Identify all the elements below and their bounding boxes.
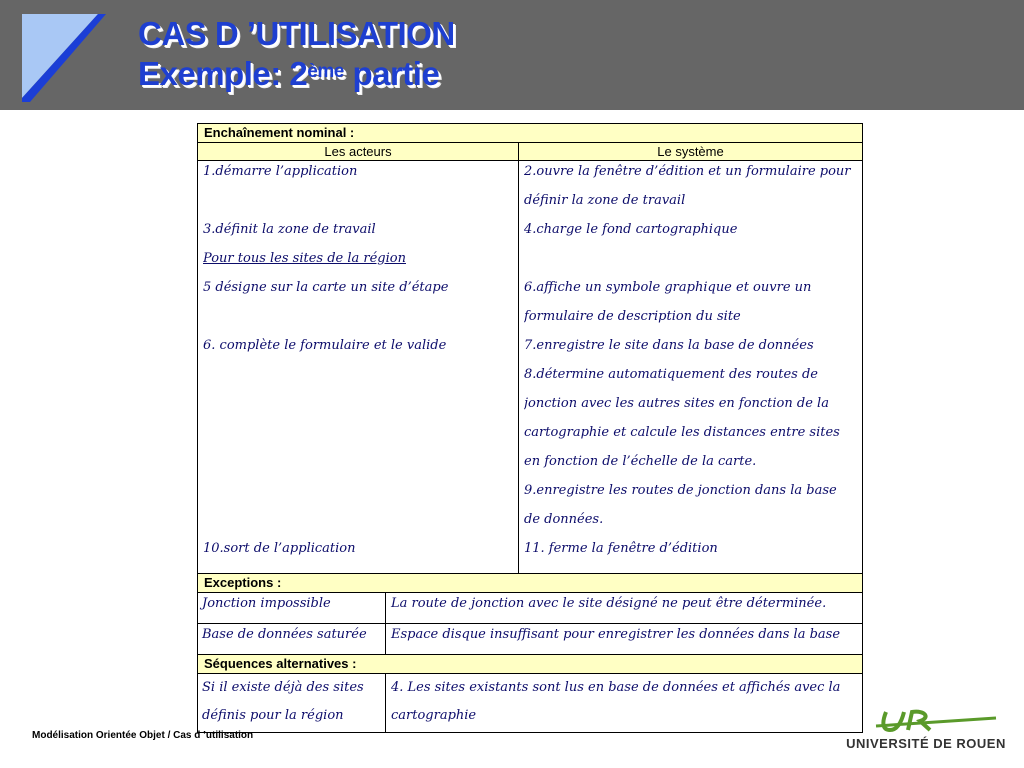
slide-title: [138, 14, 455, 94]
alternative-desc-line: 4. Les sites existants sont lus en base de données et affichés avec la: [391, 680, 841, 695]
system-step: 6.affiche un symbole graphique et ouvre un: [524, 280, 812, 295]
title-line-2-text: Exemple: 2: [138, 55, 308, 92]
exceptions-header: Exceptions :: [198, 574, 862, 593]
alternative-condition-line: définis pour la région: [202, 708, 344, 723]
exception-row: [198, 593, 862, 624]
system-step: définir la zone de travail: [524, 193, 686, 208]
slide-header-bar: [0, 0, 1024, 110]
ur-logo-icon: [846, 708, 1006, 738]
actors-column: [198, 161, 519, 573]
title-line-2: [138, 54, 455, 94]
actor-step: 3.définit la zone de travail: [203, 222, 376, 237]
use-case-table: [197, 123, 863, 733]
system-step: jonction avec les autres sites en fonction de la: [524, 396, 829, 411]
exception-name: Base de données saturée: [198, 624, 386, 654]
actor-step: 1.démarre l’application: [203, 164, 358, 179]
university-logo: [846, 708, 1006, 758]
system-step: cartographie et calcule les distances entre sites: [524, 425, 840, 440]
actor-step: 10.sort de l’application: [203, 541, 356, 556]
exception-desc: La route de jonction avec le site désigné ne peut être déterminée.: [391, 596, 827, 611]
university-name: UNIVERSITÉ DE ROUEN: [846, 736, 1006, 751]
system-step: 8.détermine automatiquement des routes de: [524, 367, 818, 382]
alternative-condition: [198, 674, 386, 732]
system-step: de données.: [524, 512, 604, 527]
system-step: 4.charge le fond cartographique: [524, 222, 738, 237]
title-superscript: ème: [307, 61, 344, 82]
exception-row: [198, 624, 862, 655]
system-step: 11. ferme la fenêtre d’édition: [524, 541, 718, 556]
title-line-1: CAS D ’UTILISATION: [138, 15, 455, 52]
alternative-desc: [386, 674, 862, 732]
title-line-2-end: partie: [343, 55, 440, 92]
actor-step: 6. complète le formulaire et le valide: [203, 338, 447, 353]
alternative-row: [198, 674, 862, 732]
corner-triangle-icon: [22, 14, 108, 106]
system-column-header: Le système: [657, 144, 724, 159]
system-step: 9.enregistre les routes de jonction dans la base: [524, 483, 837, 498]
actors-column-header: Les acteurs: [198, 143, 519, 160]
nominal-header: Enchaînement nominal :: [198, 124, 862, 143]
system-step: 7.enregistre le site dans la base de données: [524, 338, 814, 353]
slide-footer: Modélisation Orientée Objet / Cas d ’utilisation: [32, 730, 254, 741]
system-step: formulaire de description du site: [524, 309, 741, 324]
nominal-body: [198, 161, 862, 574]
actor-loop: Pour tous les sites de la région: [203, 251, 406, 266]
system-step: 2.ouvre la fenêtre d’édition et un formulaire pour: [524, 164, 851, 179]
system-column: [519, 161, 862, 573]
alternatives-header: Séquences alternatives :: [198, 655, 862, 674]
exception-name: Jonction impossible: [198, 593, 386, 623]
alternative-condition-line: Si il existe déjà des sites: [202, 680, 364, 695]
alternative-desc-line: cartographie: [391, 708, 477, 723]
actor-step: 5 désigne sur la carte un site d’étape: [203, 280, 449, 295]
system-step: en fonction de l’échelle de la carte.: [524, 454, 757, 469]
exception-desc: Espace disque insuffisant pour enregistrer les données dans la base: [391, 627, 841, 642]
column-headers: [198, 143, 862, 161]
